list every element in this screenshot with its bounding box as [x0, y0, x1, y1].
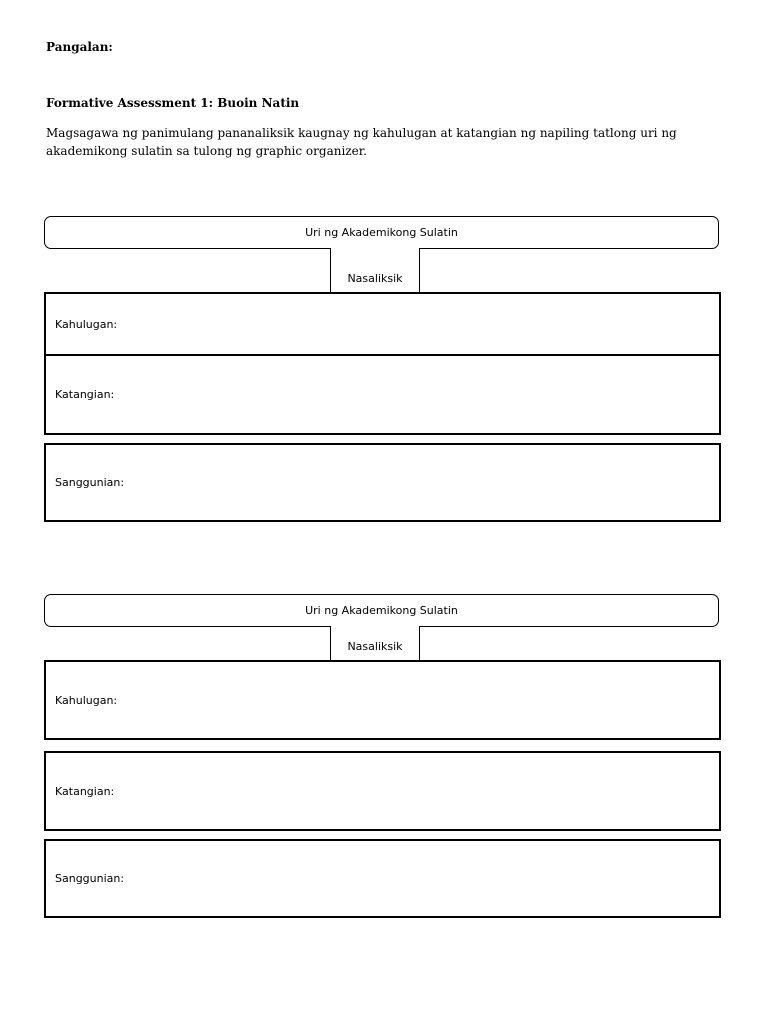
meaning-label: Kahulugan: [55, 693, 118, 707]
sources-label: Sanggunian: [55, 872, 125, 885]
traits-label: Katangian: [55, 387, 115, 401]
instructions-text: Magsagawa ng panimulang pananaliksik kaugnay ng kahulugan at katangian ng napiling tatlong uri ng akademikong sulatin sa tulong ng graphic organizer. [46, 126, 677, 158]
sources-field[interactable] [44, 839, 721, 918]
writing-type-label: Uri ng Akademikong Sulatin [305, 604, 458, 617]
meaning-field[interactable] [44, 292, 721, 356]
traits-label: Katangian: [55, 784, 115, 798]
traits-field[interactable] [44, 751, 721, 831]
name-label: Pangalan: [46, 40, 113, 54]
research-tab [330, 626, 420, 662]
writing-type-box[interactable] [44, 216, 719, 249]
meaning-label: Kahulugan: [55, 317, 118, 331]
sources-label: Sanggunian: [55, 476, 125, 489]
writing-type-label: Uri ng Akademikong Sulatin [305, 226, 458, 239]
research-label: Nasaliksik [347, 640, 403, 653]
research-tab [330, 248, 420, 294]
research-label: Nasaliksik [347, 272, 403, 285]
sources-field[interactable] [44, 443, 721, 522]
writing-type-box[interactable] [44, 594, 719, 627]
meaning-field[interactable] [44, 660, 721, 740]
assessment-title: Formative Assessment 1: Buoin Natin [46, 96, 300, 110]
traits-field[interactable] [44, 355, 721, 435]
